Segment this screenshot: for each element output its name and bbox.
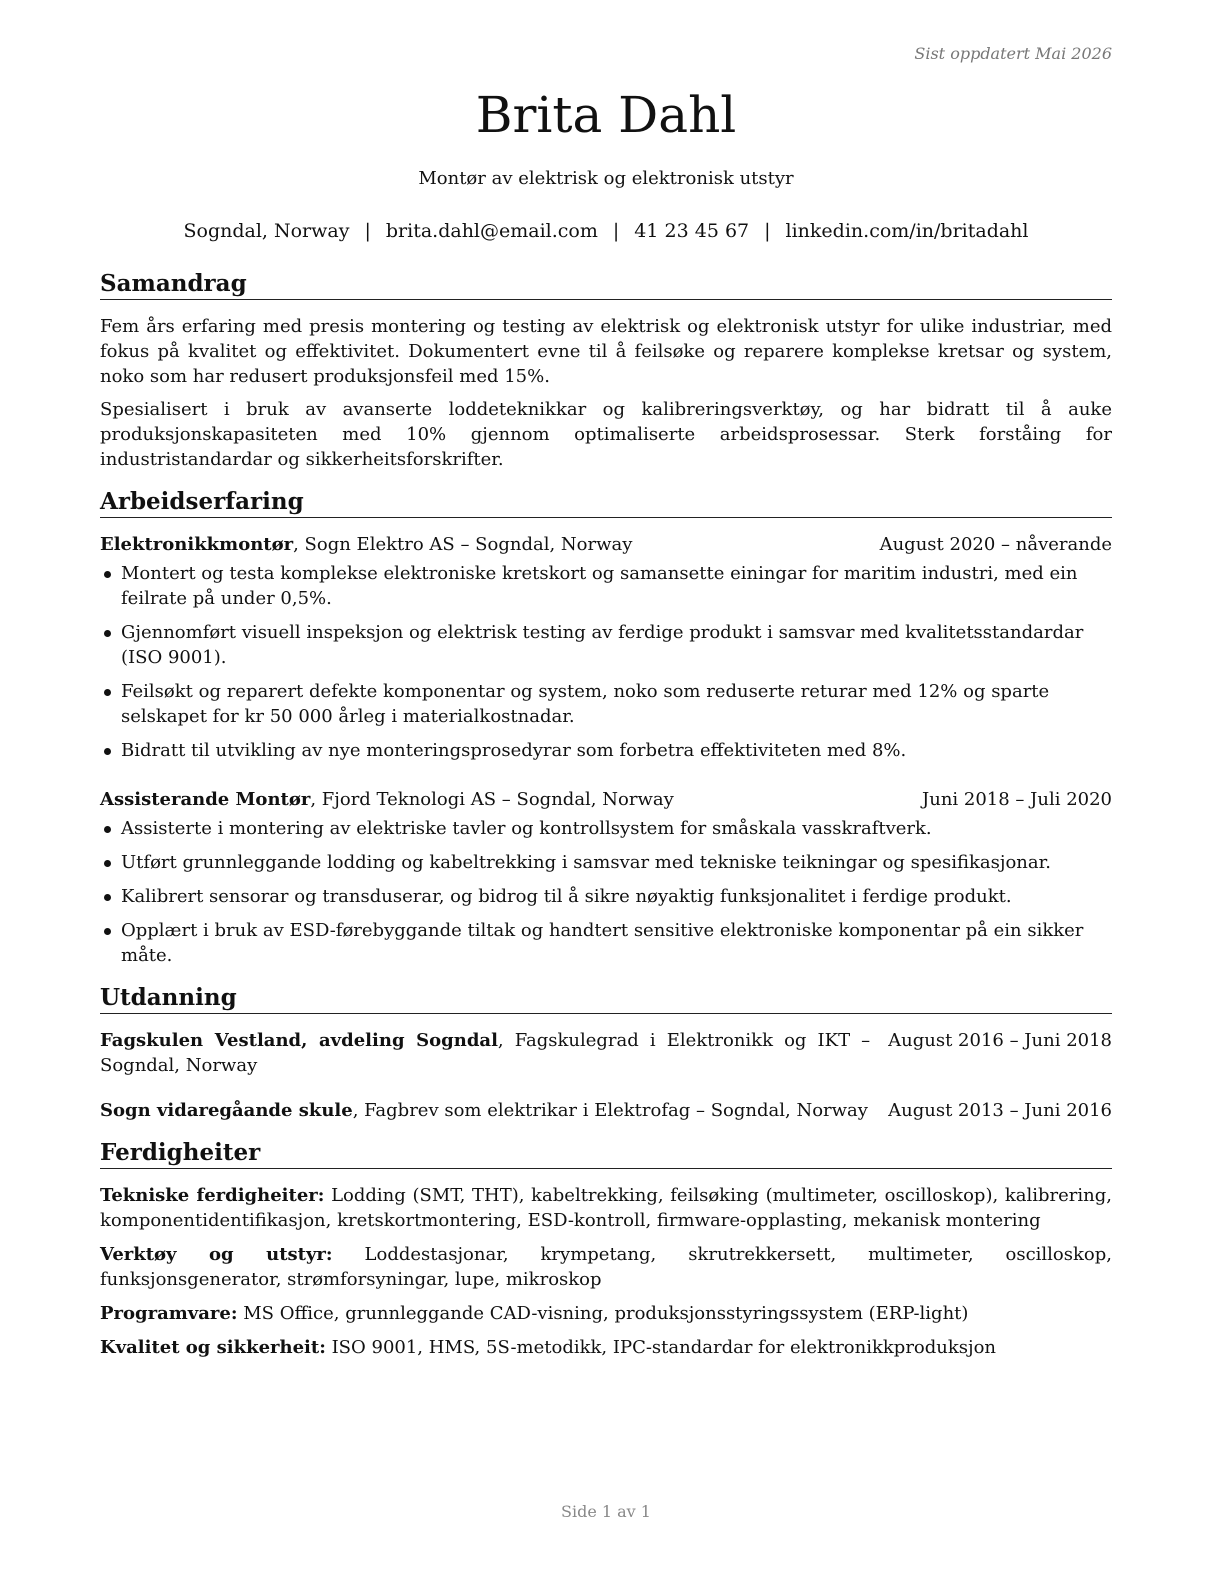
candidate-name: Brita Dahl [475,86,737,144]
job-bullet: Feilsøkt og reparert defekte komponentar og system, noko som reduserte returar med 12% og sparte selskapet for kr 50 000 årleg i materialkostnadar. [100,679,1112,729]
education-detail: , Fagskulegrad i Elektronikk og IKT – Sogndal, Norway [100,1030,871,1076]
contact-separator: | [364,220,371,242]
resume-page [100,0,1112,1584]
job-role: Assisterande Montør [100,789,311,810]
education-dates: August 2016 – Juni 2018 [888,1030,1112,1051]
contact-email[interactable]: brita.dahl@email.com [385,220,598,242]
job-bullet: Montert og testa komplekse elektroniske kretskort og samansette einingar for maritim industri, med ein feilrate på under 0,5%. [100,561,1112,611]
contact-linkedin[interactable]: linkedin.com/in/britadahl [785,220,1029,242]
skill-line [100,1183,1112,1233]
job-entry [100,532,1112,763]
education-school: Fagskulen Vestland, avdeling Sogndal [100,1030,498,1051]
education-section [100,984,1112,1123]
education-entry [100,1098,1112,1123]
job-header [100,787,1112,812]
resume-content [100,270,1112,1376]
experience-section [100,488,1112,968]
contact-separator: | [764,220,771,242]
section-heading-summary: Samandrag [100,270,1112,300]
job-bullet: Bidratt til utvikling av nye monteringsprosedyrar som forbetra effektiviteten med 8%. [100,738,1112,763]
education-school: Sogn vidaregåande skule [100,1100,353,1121]
skill-label: Tekniske ferdigheiter: [100,1185,325,1206]
section-heading-experience: Arbeidserfaring [100,488,1112,518]
job-bullet: Gjennomført visuell inspeksjon og elektrisk testing av ferdige produkt i samsvar med kvalitetsstandardar (ISO 9001). [100,620,1112,670]
skill-value: MS Office, grunnleggande CAD-visning, produksjonsstyringssystem (ERP-light) [237,1303,969,1324]
contact-location: Sogndal, Norway [183,220,350,242]
skill-value: ISO 9001, HMS, 5S-metodikk, IPC-standardar for elektronikkproduksjon [325,1337,997,1358]
job-header [100,532,1112,557]
skill-line [100,1301,1112,1326]
summary-paragraph: Spesialisert i bruk av avanserte loddeteknikkar og kalibreringsverktøy, og har bidratt til å auke produksjonskapasiteten med 10% gjennom optimaliserte arbeidsprosessar. Sterk forståing for industristandardar og sikkerheitsforskrifter. [100,399,1112,470]
job-bullet: Utført grunnleggande lodding og kabeltrekking i samsvar med tekniske teikningar og spesifikasjonar. [100,850,1112,875]
job-employer: , Sogn Elektro AS – Sogndal, Norway [293,534,633,555]
job-dates: Juni 2018 – Juli 2020 [922,789,1112,810]
education-entry [100,1028,1112,1078]
page-number: Side 1 av 1 [561,1502,651,1521]
section-heading-education: Utdanning [100,984,1112,1014]
contact-separator: | [612,220,620,242]
skill-line [100,1242,1112,1292]
education-detail: , Fagbrev som elektrikar i Elektrofag – Sogndal, Norway [352,1100,868,1121]
job-employer: , Fjord Teknologi AS – Sogndal, Norway [310,789,674,810]
summary-paragraph: Fem års erfaring med presis montering og testing av elektrisk og elektronisk utstyr for ulike industriar, med fokus på kvalitet og effektivitet. Dokumentert evne til å feilsøke og reparere komplekse kretsar og system, noko som har redusert produksjonsfeil med 15%. [100,316,1112,387]
skill-line [100,1335,1112,1360]
job-bullet: Kalibrert sensorar og transduserar, og bidrog til å sikre nøyaktig funksjonalitet i ferdige produkt. [100,884,1112,909]
skill-label: Programvare: [100,1303,238,1324]
contact-line [100,220,1112,242]
summary-section [100,270,1112,472]
skills-section [100,1139,1112,1360]
skill-value: Loddestasjonar, krympetang, skrutrekkersett, multimeter, oscilloskop, funksjonsgenerator, strømforsyningar, lupe, mikroskop [100,1244,1112,1290]
job-role: Elektronikkmontør [100,534,294,555]
education-dates: August 2013 – Juni 2016 [888,1100,1112,1121]
job-entry [100,787,1112,968]
job-bullet: Assisterte i montering av elektriske tavler og kontrollsystem for småskala vasskraftverk. [100,816,1112,841]
skill-label: Verktøy og utstyr: [100,1244,333,1265]
last-updated: Sist oppdatert Mai 2026 [914,44,1112,63]
section-heading-skills: Ferdigheiter [100,1139,1112,1169]
job-bullets [100,561,1112,763]
contact-phone: 41 23 45 67 [634,220,750,242]
job-bullets [100,816,1112,968]
skill-label: Kvalitet og sikkerheit: [100,1337,326,1358]
job-title: Montør av elektrisk og elektronisk utstyr [418,168,794,189]
job-bullet: Opplært i bruk av ESD-førebyggande tiltak og handtert sensitive elektroniske komponentar på ein sikker måte. [100,918,1112,968]
skill-value: Lodding (SMT, THT), kabeltrekking, feilsøking (multimeter, oscilloskop), kalibrering, komponentidentifikasjon, kretskortmontering, ESD-kontroll, firmware-opplasting, mekanisk montering [100,1185,1112,1231]
job-dates: August 2020 – nåverande [879,534,1112,555]
